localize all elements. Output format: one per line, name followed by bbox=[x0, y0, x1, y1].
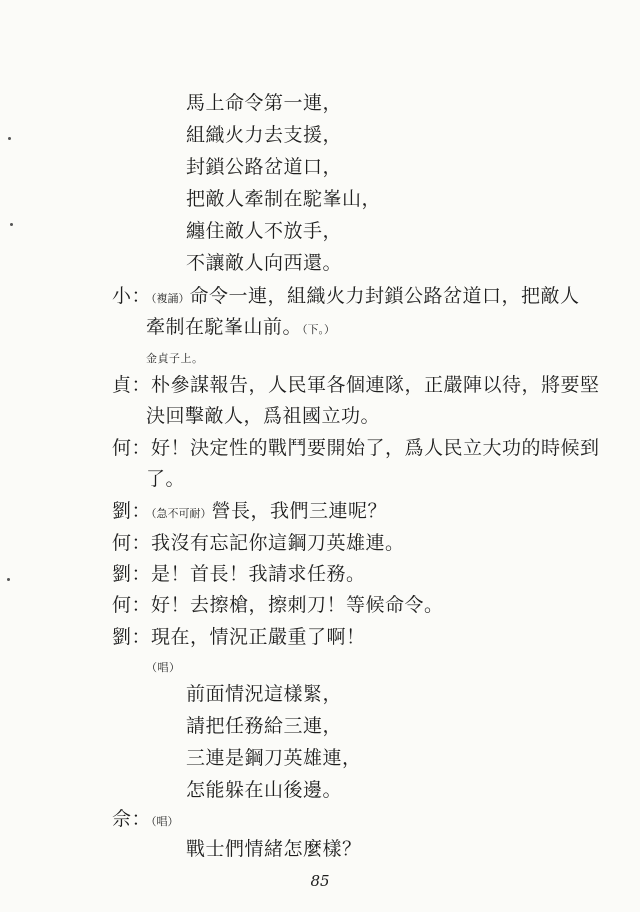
stage-direction: （唱） bbox=[146, 661, 181, 674]
verse-line: 馬上命令第一連， bbox=[186, 92, 343, 114]
speaker-label: 劉： bbox=[112, 500, 152, 522]
verse-line: 三連是鋼刀英雄連， bbox=[186, 747, 362, 769]
speaker-label: 何： bbox=[112, 532, 152, 554]
verse-line: 把敵人牽制在駝峯山， bbox=[186, 188, 382, 210]
stage-direction: （下。） bbox=[302, 323, 336, 336]
dialogue-text: 我沒有忘記你這鋼刀英雄連。 bbox=[151, 532, 405, 554]
dialogue-text: 好！決定性的戰鬥要開始了，爲人民立大功的時候到 bbox=[151, 437, 600, 459]
verse-line: 前面情況這樣緊， bbox=[186, 683, 343, 705]
verse-line: 請把任務給三連， bbox=[186, 715, 343, 737]
verse-line: 組織火力去支援， bbox=[186, 124, 343, 146]
stage-direction: 金貞子上。 bbox=[146, 352, 204, 365]
dialogue-text: 是！首長！我請求任務。 bbox=[151, 563, 366, 585]
scan-speck bbox=[7, 578, 10, 581]
dialogue-text: 現在，情況正嚴重了啊！ bbox=[151, 626, 366, 648]
speaker-label: 劉： bbox=[112, 626, 152, 648]
speaker-label: 小： bbox=[112, 285, 152, 307]
dialogue-line bbox=[112, 374, 600, 396]
verse-line: 不讓敵人向西還。 bbox=[186, 252, 343, 274]
verse-line: 戰士們情緒怎麼樣？ bbox=[186, 838, 362, 860]
dialogue-line bbox=[112, 626, 366, 648]
dialogue-line bbox=[146, 316, 335, 341]
dialogue-line bbox=[112, 285, 580, 310]
stage-direction: （唱） bbox=[151, 815, 179, 828]
dialogue-line bbox=[112, 500, 387, 525]
dialogue-text: 好！去擦槍，擦刺刀！等候命令。 bbox=[151, 594, 444, 616]
dialogue-line: 了。 bbox=[146, 468, 186, 490]
speaker-label: 貞： bbox=[112, 374, 152, 396]
speaker-label: 何： bbox=[112, 437, 152, 459]
dialogue-line bbox=[112, 437, 600, 459]
dialogue-line bbox=[112, 532, 405, 554]
dialogue-text: 牽制在駝峯山前。 bbox=[146, 316, 303, 338]
verse-line: 纏住敵人不放手， bbox=[186, 220, 343, 242]
dialogue-text: 朴參謀報告，人民軍各個連隊，正嚴陣以待，將要堅 bbox=[151, 374, 600, 396]
page-number: 85 bbox=[310, 872, 330, 890]
dialogue-line bbox=[112, 594, 444, 616]
stage-direction: （複誦） bbox=[151, 292, 190, 305]
speaker-label: 佘： bbox=[112, 808, 152, 830]
stage-direction: （急不可耐） bbox=[151, 507, 212, 520]
speaker-label: 劉： bbox=[112, 563, 152, 585]
scan-speck bbox=[8, 137, 11, 140]
verse-line: 怎能躲在山後邊。 bbox=[186, 779, 343, 801]
dialogue-line bbox=[112, 563, 366, 585]
speaker-label: 何： bbox=[112, 594, 152, 616]
dialogue-text: 命令一連，組織火力封鎖公路岔道口，把敵人 bbox=[189, 285, 580, 307]
dialogue-text: 營長，我們三連呢？ bbox=[211, 500, 388, 522]
dialogue-line: 決回擊敵人，爲祖國立功。 bbox=[146, 405, 381, 427]
scan-speck bbox=[10, 223, 13, 226]
verse-line: 封鎖公路岔道口， bbox=[186, 156, 343, 178]
dialogue-line bbox=[112, 808, 179, 833]
